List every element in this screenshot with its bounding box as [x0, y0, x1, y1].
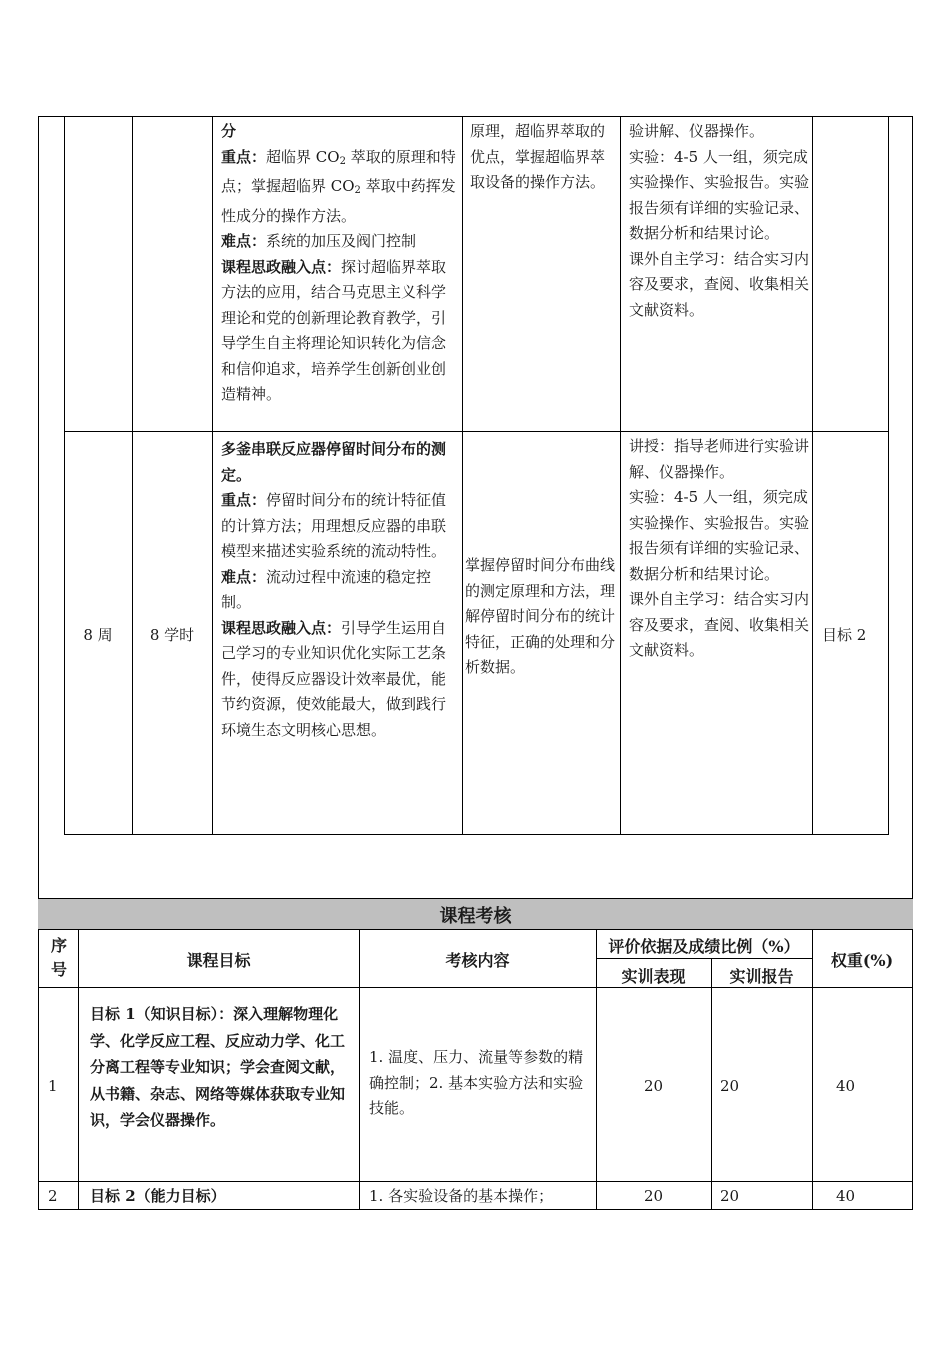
assessment-row-content: 1. 温度、压力、流量等参数的精确控制；2. 基本实验方法和实验技能。 [369, 1048, 584, 1117]
assessment-row-performance: 20 [643, 1187, 664, 1205]
schedule-week-cell: 8 周 [83, 626, 113, 644]
method-line: 实验：4-5 人一组，须完成实验操作、实验报告。实验报告须有详细的实验记录、数据分析和结果讨论。 [629, 488, 810, 583]
schedule-col-4 [462, 116, 463, 835]
header-goal: 课程目标 [186, 951, 251, 970]
method-line: 讲授：指导老师进行实验讲解、仪器操作。 [629, 437, 810, 481]
header-weight: 权重(%) [830, 951, 894, 970]
assessment-row-index: 1 [48, 1077, 58, 1095]
schedule-requirement-cell: 掌握停留时间分布曲线的测定原理和方法，理解停留时间分布的统计特征，正确的处理和分析数据。 [465, 556, 616, 676]
assessment-row-report: 20 [720, 1077, 740, 1095]
outer-left-border [38, 116, 39, 1210]
assessment-col-2 [359, 929, 360, 1210]
content-ideology: 课程思政融入点：探讨超临界萃取方法的应用，结合马克思主义科学理论和党的创新理论教育教学，引导学生自主将理论知识转化为信念和信仰追求，培养学生创新创业创造精神。 [221, 257, 447, 403]
schedule-bottom-border [64, 834, 889, 835]
assessment-title: 课程考核 [439, 906, 512, 927]
schedule-top-border [64, 116, 889, 117]
schedule-goal-cell: 目标 2 [822, 626, 867, 644]
schedule-requirement-cell: 原理，超临界萃取的优点，掌握超临界萃取设备的操作方法。 [470, 122, 606, 191]
assessment-line-top [38, 898, 913, 899]
schedule-col-6 [812, 116, 813, 835]
schedule-col-3 [212, 116, 213, 835]
schedule-col-1 [64, 116, 65, 835]
content-key-point: 重点：超临界 $CO_2$ 萃取的原理和特点；掌握超临界 $CO_2$ 萃取中药挥发性成分的操作方法。 [221, 147, 456, 225]
schedule-col-2 [132, 116, 133, 835]
assessment-line-header-top [38, 929, 913, 930]
method-line: 课外自主学习：结合实习内容及要求，查阅、收集相关文献资料。 [629, 249, 810, 319]
header-index: 序号 [50, 936, 67, 979]
assessment-col-1 [78, 929, 79, 1210]
schedule-row-divider [64, 431, 889, 432]
content-title: 多釜串联反应器停留时间分布的测定。 [221, 440, 447, 484]
schedule-col-7 [888, 116, 889, 835]
content-difficulty: 难点：流动过程中流速的稳定控制。 [221, 567, 432, 611]
header-content: 考核内容 [445, 951, 510, 970]
content-key-point: 重点：停留时间分布的统计特征值的计算方法；用理想反应器的串联模型来描述实验系统的流动特性。 [221, 491, 447, 560]
content-difficulty: 难点：系统的加压及阀门控制 [221, 232, 417, 250]
assessment-row-performance: 20 [643, 1077, 664, 1095]
assessment-col-4 [711, 958, 712, 1210]
assessment-row-goal: 目标 2（能力目标） [90, 1187, 226, 1205]
assessment-line-subheader [596, 958, 812, 959]
method-line: 验讲解、仪器操作。 [629, 122, 765, 140]
assessment-row-report: 20 [720, 1187, 740, 1205]
outer-right-border [912, 116, 913, 1210]
method-line: 实验：4-5 人一组，须完成实验操作、实验报告。实验报告须有详细的实验记录、数据分析和结果讨论。 [629, 147, 810, 242]
assessment-row-weight: 40 [836, 1077, 856, 1095]
assessment-col-5 [812, 929, 813, 1210]
header-performance: 实训表现 [621, 967, 686, 986]
schedule-content-cell [221, 119, 457, 408]
schedule-content-cell [221, 437, 457, 743]
header-report: 实训报告 [729, 967, 794, 986]
assessment-line-header-bottom [38, 987, 913, 988]
schedule-method-cell [629, 434, 809, 664]
assessment-row-goal: 目标 1（知识目标）：深入理解物理化学、化学反应工程、反应动力学、化工分离工程等专业知识；学会查阅文献，从书籍、杂志、网络等媒体获取专业知识，学会仪器操作。 [90, 1005, 346, 1129]
schedule-hours-cell: 8 学时 [149, 626, 195, 644]
schedule-col-5 [620, 116, 621, 835]
assessment-line-row1-bottom [38, 1181, 913, 1182]
assessment-row-index: 2 [48, 1187, 58, 1205]
assessment-row-content: 1. 各实验设备的基本操作； [369, 1187, 554, 1205]
assessment-row-weight: 40 [836, 1187, 856, 1205]
method-line: 课外自主学习：结合实习内容及要求，查阅、收集相关文献资料。 [629, 590, 810, 659]
content-ideology: 课程思政融入点：引导学生运用自己学习的专业知识优化实际工艺条件，使得反应器设计效率最优，能节约资源，使效能最大，做到践行环境生态文明核心思想。 [221, 618, 447, 739]
header-basis: 评价依据及成绩比例（%） [608, 937, 800, 956]
content-title-end: 分 [221, 122, 237, 140]
schedule-method-cell [629, 119, 809, 323]
